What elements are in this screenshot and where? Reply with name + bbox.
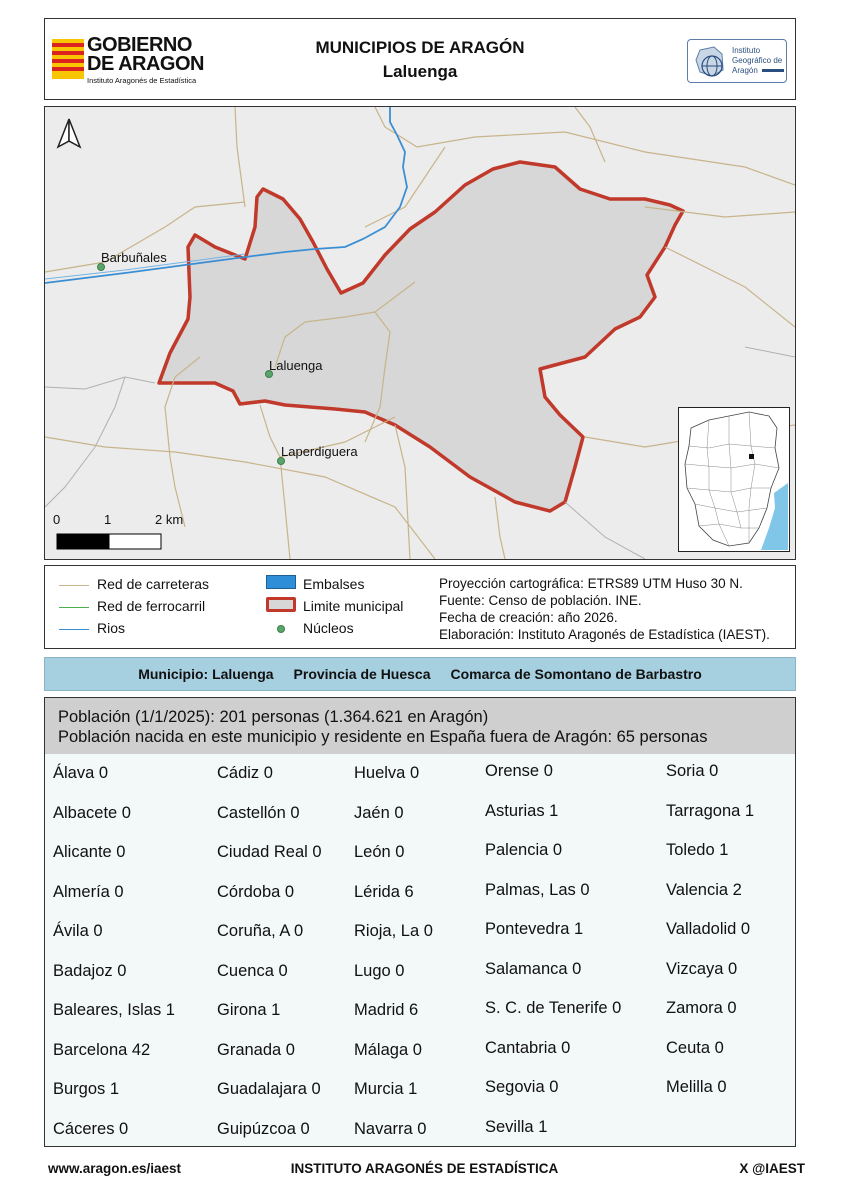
legend-projection: Proyección cartográfica: ETRS89 UTM Huso 30 N. — [439, 576, 743, 591]
legend — [44, 565, 796, 649]
legend-nuclei: Núcleos — [303, 620, 354, 636]
province-count: Girona 1 — [217, 1001, 281, 1019]
legend-railways: Red de ferrocarril — [97, 598, 206, 614]
province-count: Albacete 0 — [53, 803, 131, 822]
legend-boundary-swatch — [266, 597, 296, 612]
province-count: Vizcaya 0 — [666, 959, 738, 978]
province-count: Jaén 0 — [354, 803, 404, 822]
province-count: Valencia 2 — [666, 880, 742, 899]
logo-gobierno: GOBIERNO — [87, 34, 192, 56]
province-count: Zamora 0 — [666, 999, 737, 1017]
province-count: Pontevedra 1 — [485, 920, 584, 938]
legend-source: Fuente: Censo de población. INE. — [439, 593, 642, 608]
footer-social[interactable]: X @IAEST — [739, 1161, 805, 1176]
legend-boundary: Limite municipal — [303, 598, 404, 614]
province-count: Orense 0 — [485, 762, 553, 780]
province-count: Huelva 0 — [354, 764, 420, 782]
province-count: Rioja, La 0 — [354, 922, 433, 940]
province-count: Salamanca 0 — [485, 959, 582, 978]
legend-rivers: Rios — [97, 620, 126, 636]
footer-institute: INSTITUTO ARAGONÉS DE ESTADÍSTICA — [290, 1161, 559, 1176]
province-count: Melilla 0 — [666, 1078, 727, 1096]
igear-logo: Instituto Geográfico de Aragón — [687, 39, 787, 83]
province-count: Alicante 0 — [53, 843, 126, 861]
province-count: Cáceres 0 — [53, 1119, 129, 1138]
municipality-area — [159, 162, 683, 511]
province-count: Badajoz 0 — [53, 961, 127, 980]
province-count: Almería 0 — [53, 882, 124, 901]
legend-nucleus-swatch — [277, 625, 285, 633]
province-count: Murcia 1 — [354, 1080, 418, 1098]
province-count: Lugo 0 — [354, 961, 405, 980]
province-count: Navarra 0 — [354, 1119, 427, 1138]
province-count: Soria 0 — [666, 762, 719, 780]
legend-reservoir-swatch — [266, 575, 296, 589]
globe-icon — [692, 44, 728, 80]
map — [44, 106, 796, 560]
inset-map — [678, 407, 790, 552]
province-count: Ávila 0 — [53, 922, 103, 940]
province-count: Tarragona 1 — [666, 801, 755, 820]
province-count: Álava 0 — [53, 764, 109, 782]
comarca-label: Comarca de Somontano de Barbastro — [450, 666, 702, 682]
page-title: MUNICIPIOS DE ARAGÓN — [315, 38, 525, 57]
logo-aragon: DE ARAGON — [87, 53, 204, 75]
logo-sub: Instituto Aragonés de Estadística — [87, 76, 197, 85]
province-count: Guipúzcoa 0 — [217, 1119, 310, 1138]
stats-header — [45, 698, 795, 754]
province-count: Cantabria 0 — [485, 1038, 571, 1057]
legend-author: Elaboración: Instituto Aragonés de Estadística (IAEST). — [439, 627, 770, 642]
legend-rail-swatch — [59, 607, 89, 608]
legend-reservoirs: Embalses — [303, 576, 365, 592]
province-count: Córdoba 0 — [217, 882, 295, 901]
province-count: Segovia 0 — [485, 1078, 559, 1096]
legend-road-swatch — [59, 585, 89, 586]
place-label-barbunales: Barbuñales — [101, 250, 167, 265]
province-count: Málaga 0 — [354, 1040, 422, 1059]
province-count: Madrid 6 — [354, 1001, 419, 1019]
province-count: Coruña, A 0 — [217, 922, 304, 940]
province-count: Baleares, Islas 1 — [53, 1001, 175, 1019]
inset-aragon-outline — [679, 408, 788, 550]
footer-website[interactable]: www.aragon.es/iaest — [48, 1161, 182, 1176]
scale-bar — [57, 534, 161, 549]
provincia-label: Provincia de Huesca — [293, 666, 431, 682]
scale-label-1: 1 — [104, 512, 112, 527]
province-count: S. C. de Tenerife 0 — [485, 999, 622, 1017]
municipio-label: Municipio: Laluenga — [138, 666, 274, 682]
province-count: Toledo 1 — [666, 841, 729, 859]
province-count: Cuenca 0 — [217, 961, 288, 980]
place-label-laperdiguera: Laperdiguera — [281, 444, 358, 459]
province-count: Sevilla 1 — [485, 1117, 548, 1136]
province-count: Cádiz 0 — [217, 764, 273, 782]
scale-label-2: 2 km — [155, 512, 184, 527]
province-count: Burgos 1 — [53, 1080, 120, 1098]
province-count: Castellón 0 — [217, 803, 300, 822]
province-count: Ciudad Real 0 — [217, 843, 322, 861]
population-line: Población (1/1/2025): 201 personas (1.364.621 en Aragón) — [58, 708, 489, 726]
province-count: Ceuta 0 — [666, 1038, 724, 1057]
province-count: Asturias 1 — [485, 801, 559, 820]
legend-river-swatch — [59, 629, 89, 630]
stats-panel — [44, 697, 796, 1147]
province-count: Granada 0 — [217, 1040, 295, 1059]
province-count: Palencia 0 — [485, 841, 563, 859]
scale-label-0: 0 — [53, 512, 61, 527]
province-count: Lérida 6 — [354, 882, 414, 901]
municipality-bar — [44, 657, 796, 691]
province-count: Barcelona 42 — [53, 1040, 151, 1059]
province-count: Guadalajara 0 — [217, 1080, 321, 1098]
province-count: Valladolid 0 — [666, 920, 751, 938]
header — [44, 18, 796, 100]
place-label-laluenga: Laluenga — [269, 358, 323, 373]
born-residents-line: Población nacida en este municipio y residente en España fuera de Aragón: 65 personas — [58, 728, 708, 746]
page-subtitle: Laluenga — [382, 62, 458, 81]
legend-roads: Red de carreteras — [97, 576, 210, 592]
province-count: León 0 — [354, 843, 405, 861]
north-arrow-icon — [58, 119, 80, 147]
legend-date: Fecha de creación: año 2026. — [439, 610, 618, 625]
province-count: Palmas, Las 0 — [485, 880, 590, 899]
